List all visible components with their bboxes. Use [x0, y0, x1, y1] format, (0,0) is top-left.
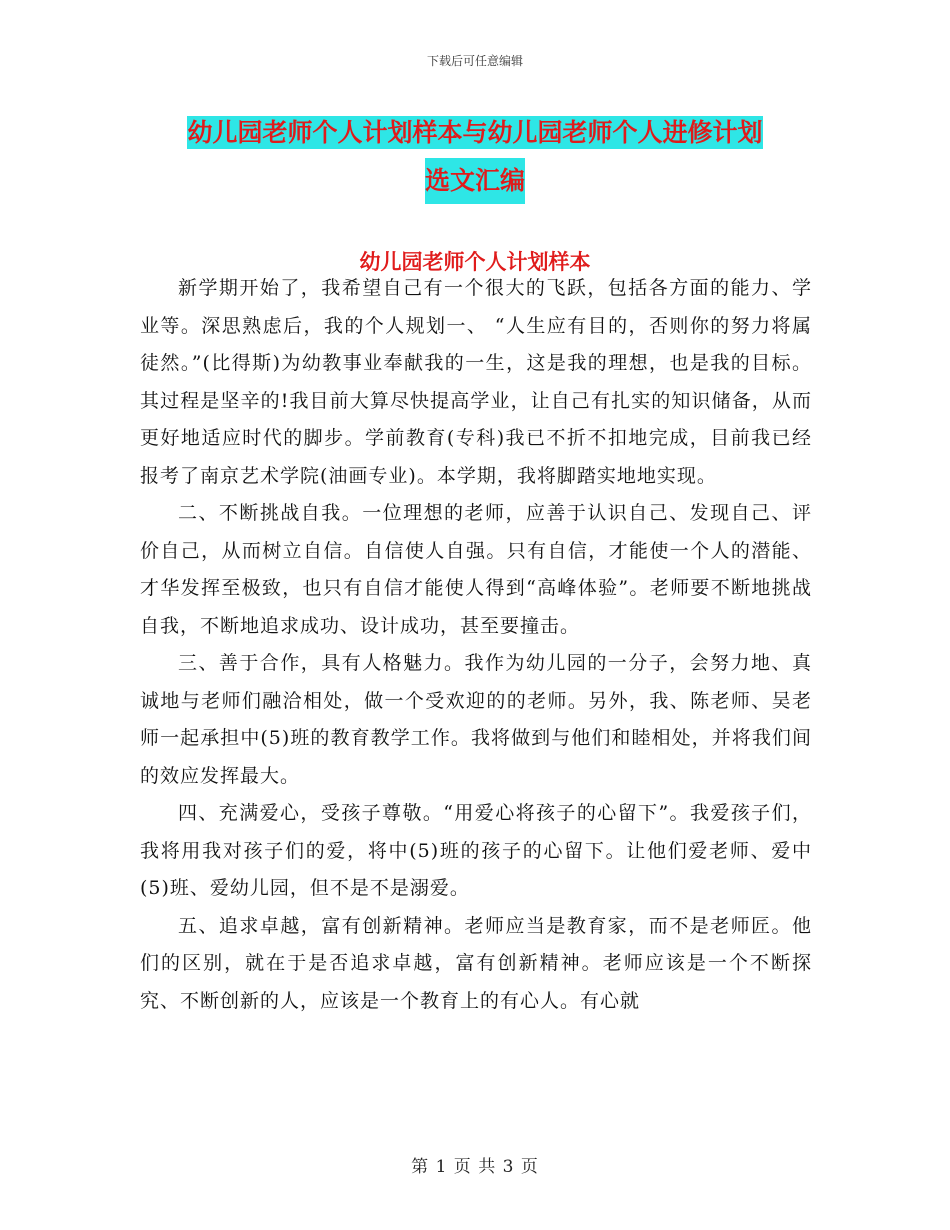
section-heading: 幼儿园老师个人计划样本: [359, 250, 591, 274]
document-title-line-1: 幼儿园老师个人计划样本与幼儿园老师个人进修计划: [187, 118, 763, 147]
paragraph-1: 新学期开始了，我希望自己有一个很大的飞跃，包括各方面的能力、学业等。深思熟虑后，我的个人规划一、 “人生应有目的，否则你的努力将属徒然。”(比得斯)为幼教事业奉献我的一生，这是我的理想，也是我的目标。其过程是坚辛的!我目前大算尽快提高学业，让自己有扎实的知识储备，从而更好地适应时代的脚步。学前教育(专科)我已不折不扣地完成，目前我已经报考了南京艺术学院(油画专业)。本学期，我将脚踏实地地实现。: [140, 277, 812, 487]
document-title-line-2: 选文汇编: [425, 158, 525, 204]
paragraph-5: 五、追求卓越，富有创新精神。老师应当是教育家，而不是老师匠。他们的区别，就在于是否追求卓越，富有创新精神。老师应该是一个不断探究、不断创新的人，应该是一个教育上的有心人。有心就: [140, 914, 812, 1012]
paragraph-2: 二、不断挑战自我。一位理想的老师，应善于认识自己、发现自己、评价自己，从而树立自信。自信使人自强。只有自信，才能使一个人的潜能、才华发挥至极致，也只有自信才能使人得到“高峰体验”。老师要不断地挑战自我，不断地追求成功、设计成功，甚至要撞击。: [140, 502, 812, 637]
document-title: [0, 112, 950, 204]
page-footer: 第 1 页 共 3 页: [411, 1157, 539, 1177]
paragraph-4: 四、充满爱心，受孩子尊敬。“用爱心将孩子的心留下”。我爱孩子们，我将用我对孩子们的爱，将中(5)班的孩子的心留下。让他们爱老师、爱中(5)班、爱幼儿园，但不是不是溺爱。: [140, 802, 812, 899]
page-header: 下载后可任意编辑: [426, 54, 523, 68]
body-text: [140, 270, 812, 1020]
paragraph-3: 三、善于合作，具有人格魅力。我作为幼儿园的一分子，会努力地、真诚地与老师们融洽相处，做一个受欢迎的的老师。另外，我、陈老师、吴老师一起承担中(5)班的教育教学工作。我将做到与他们和睦相处，并将我们间的效应发挥最大。: [140, 652, 812, 787]
